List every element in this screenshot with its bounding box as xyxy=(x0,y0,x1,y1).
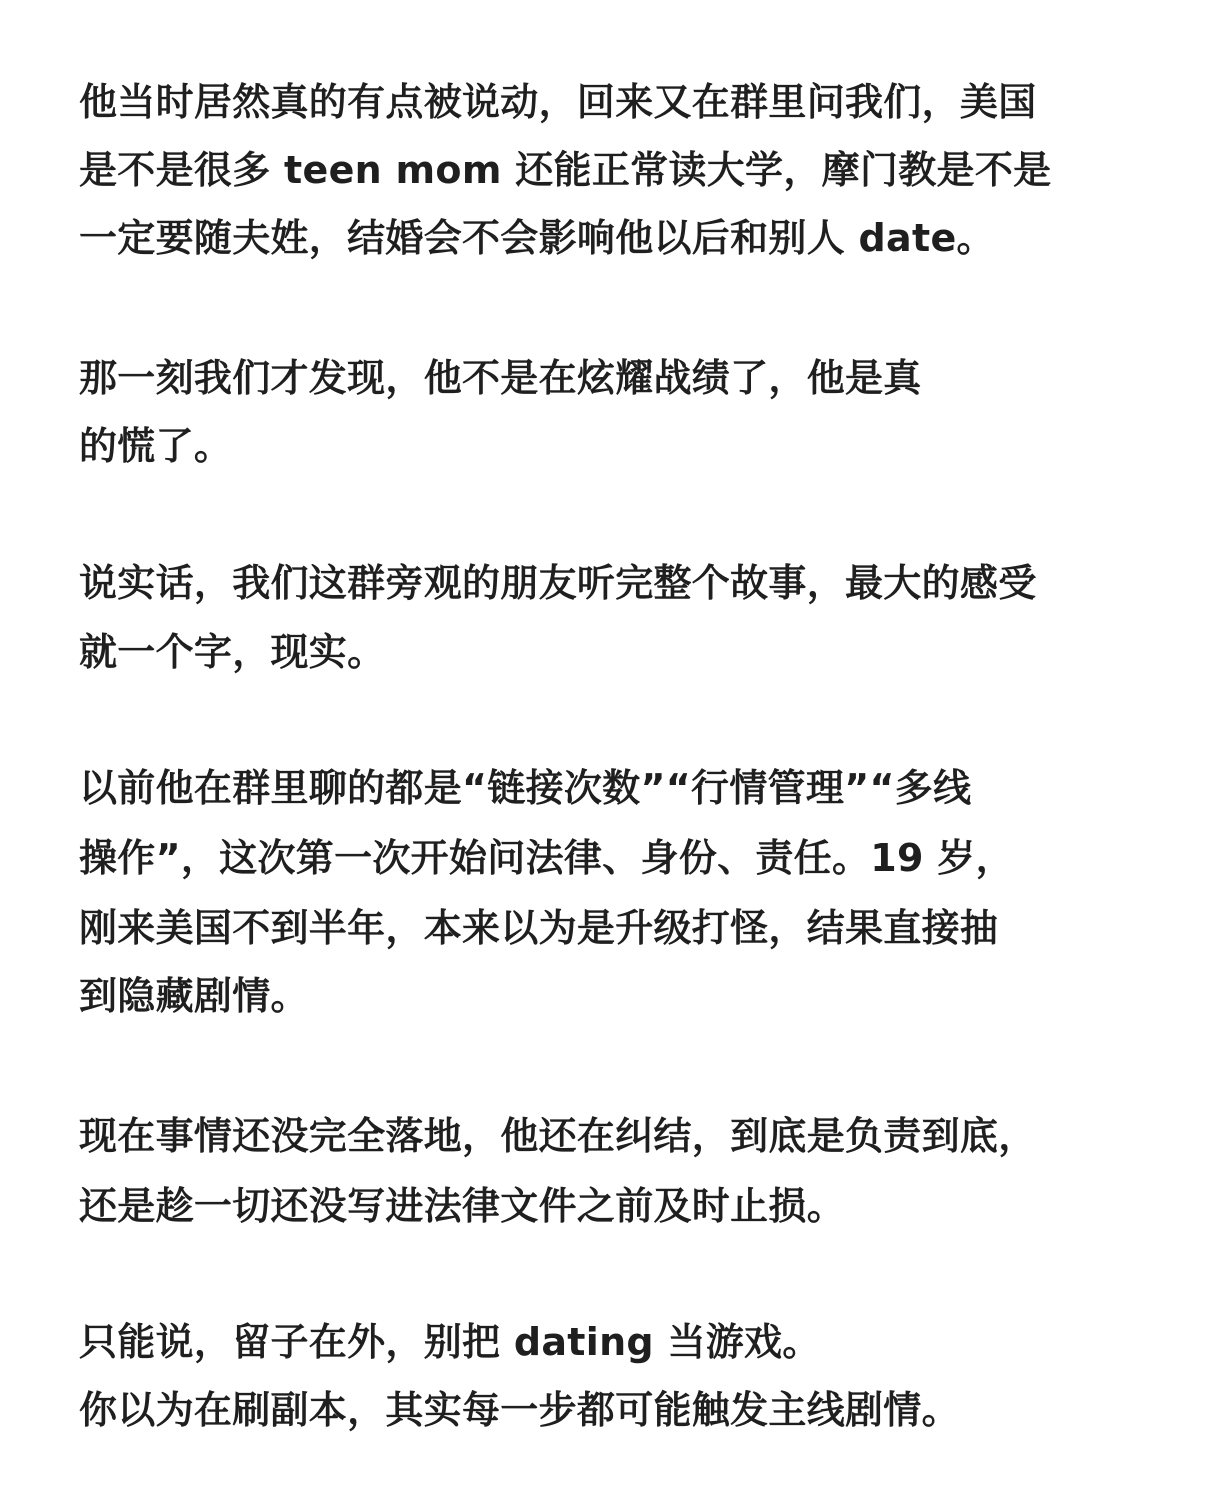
text-line: 就一个字，现实。 xyxy=(79,630,386,674)
text-line: 现在事情还没完全落地，他还在纠结，到底是负责到底， xyxy=(79,1114,1037,1158)
text-line: 他当时居然真的有点被说动，回来又在群里问我们，美国 xyxy=(79,80,1037,124)
text-line: 只能说，留子在外，别把 dating 当游戏。 xyxy=(79,1320,821,1364)
text-line: 那一刻我们才发现，他不是在炫耀战绩了，他是真 xyxy=(79,356,922,400)
text-line: 一定要随夫姓，结婚会不会影响他以后和别人 date。 xyxy=(79,216,995,260)
text-line: 是不是很多 teen mom 还能正常读大学，摩门教是不是 xyxy=(79,148,1052,192)
text-line: 刚来美国不到半年，本来以为是升级打怪，结果直接抽 xyxy=(79,906,999,950)
text-line: 的慌了。 xyxy=(79,424,233,468)
text-line: 你以为在刷副本，其实每一步都可能触发主线剧情。 xyxy=(79,1388,960,1432)
text-line: 还是趁一切还没写进法律文件之前及时止损。 xyxy=(79,1184,846,1228)
text-line: 到隐藏剧情。 xyxy=(79,974,309,1018)
text-line: 以前他在群里聊的都是“链接次数”“行情管理”“多线 xyxy=(79,766,972,810)
text-line: 操作”，这次第一次开始问法律、身份、责任。19 岁， xyxy=(79,836,1014,880)
text-line: 说实话，我们这群旁观的朋友听完整个故事，最大的感受 xyxy=(79,561,1037,605)
